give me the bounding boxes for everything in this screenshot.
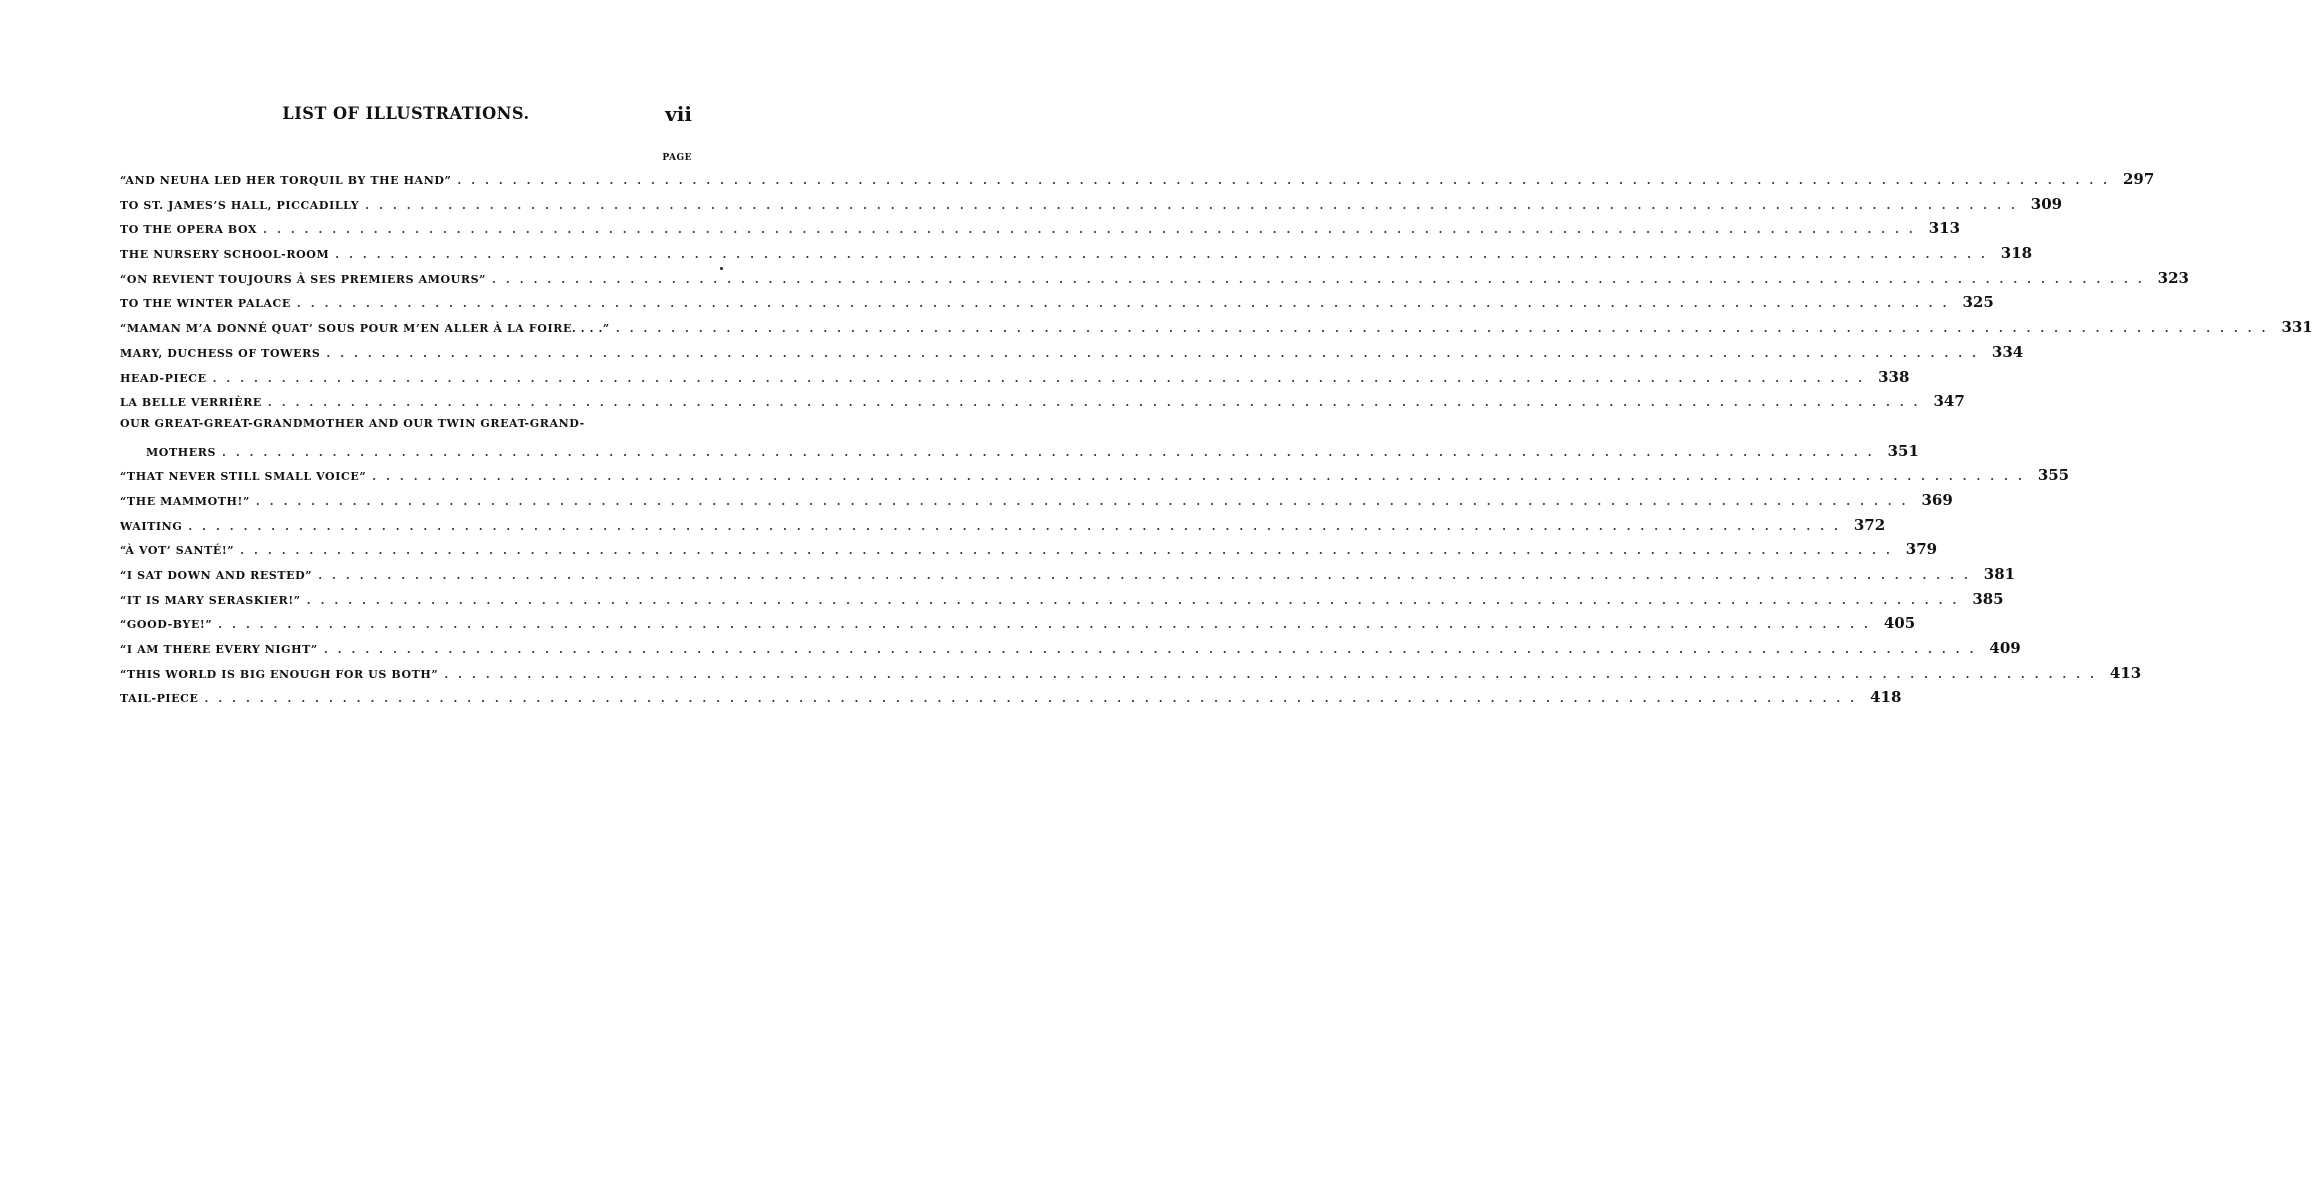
entry-page-number: 351 [1887, 441, 1919, 460]
list-item [120, 268, 2189, 294]
dot-leader: ........................................................................................................................ [255, 494, 1916, 508]
dot-leader: ........................................................................................................................ [615, 322, 2276, 336]
running-head [120, 104, 692, 128]
dot-leader: ........................................................................................................................ [267, 396, 1928, 410]
list-item [120, 244, 2033, 269]
entry-page-number: 318 [2000, 244, 2033, 263]
entry-title: THE NURSERY SCHOOL-ROOM [120, 248, 330, 262]
list-item [120, 663, 2142, 689]
entry-page-number: 313 [1928, 219, 1961, 238]
page-number: vii [665, 102, 692, 126]
entry-page-number: 409 [1989, 639, 2021, 658]
entry-title: “THIS WORLD IS BIG ENOUGH FOR US BOTH” [120, 667, 439, 681]
dot-leader: ........................................................................................................................ [296, 297, 1957, 311]
entry-title: “AND NEUHA LED HER TORQUIL BY THE HAND” [120, 174, 452, 187]
entry-title: WAITING [120, 519, 183, 533]
entry-page-number: 297 [2122, 170, 2155, 188]
list-item [120, 293, 1994, 318]
entry-title: TO THE WINTER PALACE [120, 297, 291, 311]
entry-title: “I AM THERE EVERY NIGHT” [120, 643, 318, 657]
page-title: LIST OF ILLUSTRATIONS. [282, 104, 530, 124]
dot-leader: ........................................................................................................................ [306, 593, 1967, 607]
list-item [120, 614, 1916, 639]
list-item [120, 688, 1902, 713]
entry-page-number: 334 [1991, 342, 2024, 361]
dot-leader: ........................................................................................................................ [204, 692, 1865, 706]
dot-leader: ........................................................................................................................ [372, 470, 2032, 484]
dot-leader: ........................................................................................................................ [457, 174, 2117, 187]
entry-page-number: 379 [1905, 540, 1938, 559]
dot-leader: ........................................................................................................................ [318, 569, 1978, 582]
page-column-label: PAGE [662, 153, 692, 163]
dot-leader: ........................................................................................................................ [323, 643, 1984, 657]
dot-leader: ........................................................................................................................ [492, 272, 2152, 286]
dot-leader: ........................................................................................................................ [218, 618, 1878, 632]
list-item [120, 441, 1919, 467]
entry-title: MARY, DUCHESS OF TOWERS [120, 346, 321, 360]
entry-page-number: 418 [1870, 688, 1902, 707]
list-item [120, 540, 1938, 565]
entry-title: TAIL-PIECE [120, 692, 199, 706]
list-item [120, 639, 2021, 664]
entry-title: “THE MAMMOTH!” [120, 494, 250, 508]
list-item [120, 367, 1910, 393]
dot-leader: ........................................................................................................................ [222, 445, 1882, 459]
list-item [120, 219, 1961, 244]
entry-page-number: 413 [2109, 663, 2142, 682]
list-item [120, 194, 2063, 220]
dot-leader: ........................................................................................................................ [263, 223, 1923, 237]
list-item [120, 490, 1953, 516]
list-item [120, 515, 1886, 541]
entry-page-number: 372 [1853, 515, 1886, 534]
entry-title: “ON REVIENT TOUJOURS À SES PREMIERS AMOURS” [120, 272, 487, 286]
list-item [120, 392, 1965, 417]
entry-title: “I SAT DOWN AND RESTED” [120, 569, 313, 582]
dot-leader: ........................................................................................................................ [240, 544, 1900, 558]
entry-page-number: 355 [2037, 466, 2070, 485]
entry-title: TO THE OPERA BOX [120, 223, 258, 237]
dot-leader: ........................................................................................................................ [212, 371, 1873, 385]
entry-title: HEAD-PIECE [120, 371, 207, 385]
entry-page-number: 323 [2157, 268, 2189, 287]
entry-title: “THAT NEVER STILL SMALL VOICE” [120, 470, 367, 484]
entry-page-number: 338 [1878, 367, 1910, 386]
entry-page-number: 331 [2281, 318, 2313, 337]
list-item [120, 565, 2016, 590]
entry-page-number: 381 [1983, 565, 2016, 583]
print-speck [720, 267, 723, 270]
dot-leader: ........................................................................................................................ [188, 519, 1848, 533]
list-item [120, 318, 2313, 343]
entry-title: OUR GREAT-GREAT-GRANDMOTHER AND OUR TWIN GREAT-GRAND- [120, 416, 585, 430]
entry-page-number: 347 [1933, 392, 1965, 411]
entry-page-number: 325 [1962, 293, 1994, 312]
dot-leader: ........................................................................................................................ [335, 248, 1995, 262]
entry-title: “GOOD-BYE!” [120, 618, 213, 632]
list-item [120, 342, 2024, 368]
list-item [120, 417, 692, 442]
entry-page-number: 405 [1883, 614, 1916, 633]
list-item [120, 466, 2070, 491]
entry-title: TO ST. JAMES’S HALL, PICCADILLY [120, 198, 360, 212]
entry-title: MOTHERS [146, 445, 217, 459]
dot-leader: ........................................................................................................................ [326, 346, 1986, 360]
entry-page-number: 385 [1972, 589, 2004, 608]
entry-title: LA BELLE VERRIÈRE [120, 396, 262, 410]
entry-title: “À VOT’ SANTÉ!” [120, 544, 235, 558]
entry-page-number: 369 [1921, 490, 1953, 509]
list-item [120, 170, 2155, 195]
list-item [120, 589, 2004, 615]
entry-title: “IT IS MARY SERASKIER!” [120, 593, 301, 607]
dot-leader: ........................................................................................................................ [444, 667, 2104, 681]
entry-title: “MAMAN M’A DONNÉ QUAT’ SOUS POUR M’EN ALLER À LA FOIRE. . . .” [120, 322, 610, 336]
entry-page-number: 309 [2030, 194, 2063, 213]
illustrations-list [120, 170, 2313, 713]
dot-leader: ........................................................................................................................ [365, 198, 2025, 212]
